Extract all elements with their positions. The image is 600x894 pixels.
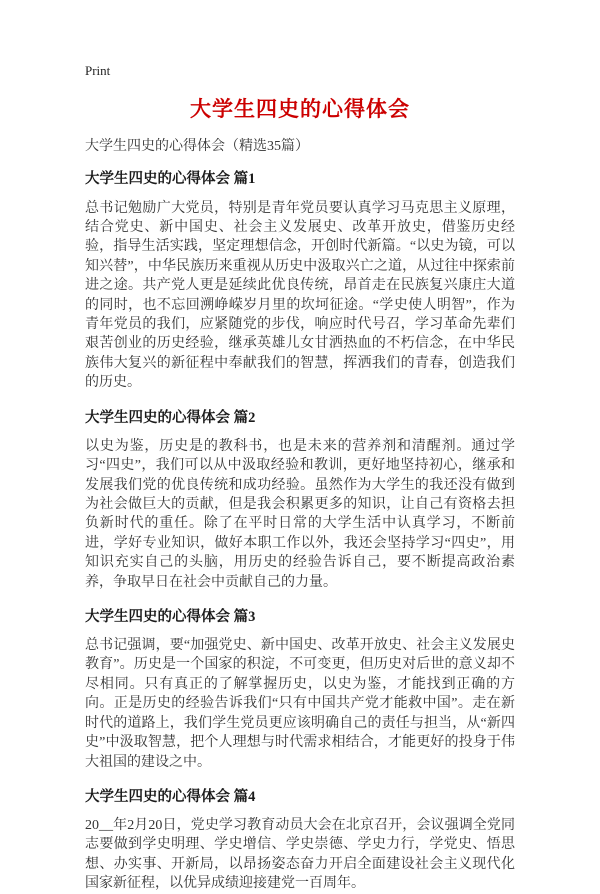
article-section (85, 788, 515, 894)
section-heading-4: 大学生四史的心得体会 篇4 (85, 788, 256, 805)
page-subtitle: 大学生四史的心得体会（精选35篇） (85, 139, 309, 155)
article-section (85, 608, 515, 772)
section-body-1: 总书记勉励广大党员，特别是青年党员要认真学习马克思主义原理，结合党史、新中国史、社会主义发展史、改革开放史，借鉴历史经验，指导生活实践，坚定理想信念，开创时代新篇。“以史为镜，可以知兴替”，中华民族历来重视从历史中汲取兴亡之道，从过往中探索前进之途。共产党人更是延续此优良传统，昂首走在民族复兴康庄大道的同时，也不忘回溯峥嵘岁月里的坎坷征途。“学史使人明智”，作为青年党员的我们，应紧随党的步伐，响应时代号召，学习革命先辈们艰苦创业的历史经验，继承英雄儿女甘洒热血的不朽信念，在中华民族伟大复兴的新征程中奉献我们的智慧，挥洒我们的青春，创造我们的历史。 (85, 200, 515, 391)
section-body-4: 20__年2月20日，党史学习教育动员大会在北京召开，会议强调全党同志要做到学史明理、学史增信、学史崇德、学史力行，学党史、悟思想、办实事、开新局，以昂扬姿态奋力开启全面建设社会主义现代化国家新征程，以优异成绩迎接建党一百周年。 (85, 818, 515, 892)
article-section (85, 409, 515, 592)
section-heading-3: 大学生四史的心得体会 篇3 (85, 608, 256, 625)
section-heading-1: 大学生四史的心得体会 篇1 (85, 171, 256, 188)
page-title: 大学生四史的心得体会 (190, 97, 410, 121)
section-body-2: 以史为鉴，历史是的教科书，也是未来的营养剂和清醒剂。通过学习“四史”，我们可以从中汲取经验和教训，更好地坚持初心，继承和发展我们党的优良传统和成功经验。虽然作为大学生的我还没有做到为社会做巨大的贡献，但是我会积累更多的知识，让自己有资格去担负新时代的重任。除了在平时日常的大学生活中认真学习，不断前进，学好专业知识，做好本职工作以外，我还会坚持学习“四史”，用知识充实自己的头脑，用历史的经验告诉自己，要不断提高政治素养，争取早日在社会中贡献自己的力量。 (85, 438, 515, 590)
section-heading-2: 大学生四史的心得体会 篇2 (85, 409, 256, 426)
print-link[interactable]: Print (85, 63, 111, 78)
section-body-3: 总书记强调，要“加强党史、新中国史、改革开放史、社会主义发展史教育”。历史是一个国家的积淀，不可变更，但历史对后世的意义却不尽相同。只有真正的了解掌握历史，以史为鉴，才能找到正确的方向。正是历史的经验告诉我们“只有中国共产党才能救中国”。走在新时代的道路上，我们学生党员更应该明确自己的责任与担当，从“新四史”中汲取智慧，把个人理想与时代需求相结合，才能更好的投身于伟大祖国的建设之中。 (85, 638, 515, 770)
article-section (85, 170, 515, 392)
